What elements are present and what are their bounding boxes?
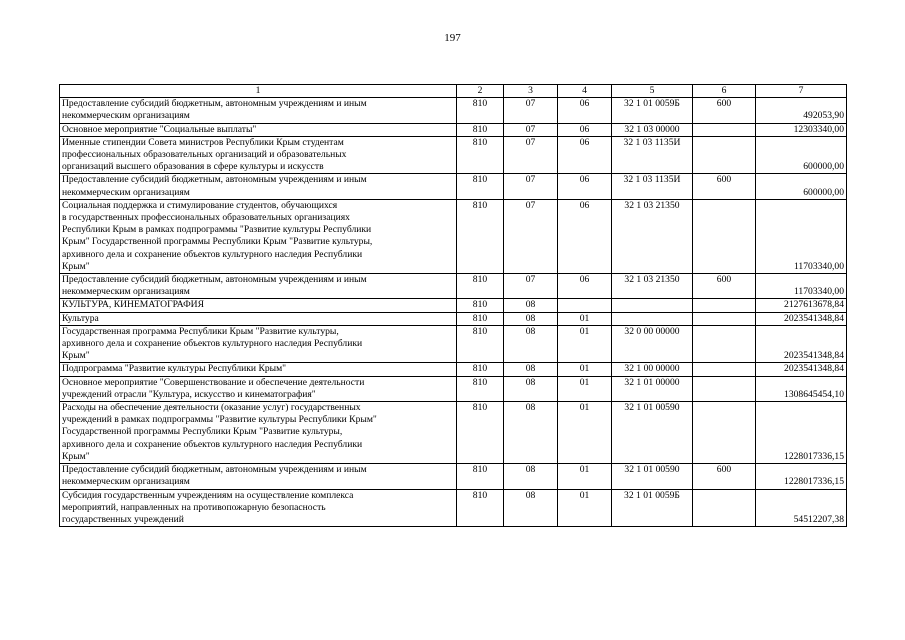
row-section-cell: 08 bbox=[504, 376, 558, 401]
table-row bbox=[60, 312, 847, 325]
table-row bbox=[60, 123, 847, 136]
page-number: 197 bbox=[444, 32, 461, 44]
column-header: 3 bbox=[504, 85, 558, 98]
row-subsection-cell: 01 bbox=[558, 363, 612, 376]
row-expense-type-cell bbox=[693, 376, 756, 401]
row-subsection-cell: 06 bbox=[558, 199, 612, 273]
row-name-text: Предоставление субсидий бюджетным, автономным учреждениям и иным некоммерческим организациям bbox=[62, 464, 367, 488]
row-expense-type-cell: 600 bbox=[693, 174, 756, 199]
row-subsection-cell: 06 bbox=[558, 136, 612, 174]
row-name-text: Предоставление субсидий бюджетным, автономным учреждениям и иным некоммерческим организациям bbox=[62, 174, 367, 198]
column-header: 5 bbox=[612, 85, 693, 98]
row-section-cell: 07 bbox=[504, 98, 558, 123]
row-name-cell bbox=[60, 174, 457, 199]
row-code-cell: 810 bbox=[457, 98, 504, 123]
row-target-article-cell bbox=[612, 299, 693, 312]
row-subsection-cell: 01 bbox=[558, 325, 612, 363]
row-code-cell: 810 bbox=[457, 312, 504, 325]
row-expense-type-cell: 600 bbox=[693, 274, 756, 299]
row-name-cell bbox=[60, 363, 457, 376]
row-section-cell: 07 bbox=[504, 123, 558, 136]
row-target-article-cell: 32 1 01 00590 bbox=[612, 402, 693, 464]
row-amount-cell: 492053,90 bbox=[756, 98, 847, 123]
table-row bbox=[60, 489, 847, 527]
row-name-cell bbox=[60, 123, 457, 136]
row-target-article-cell: 32 1 03 1135И bbox=[612, 174, 693, 199]
row-section-cell: 08 bbox=[504, 464, 558, 489]
row-amount-cell: 2023541348,84 bbox=[756, 363, 847, 376]
table-row bbox=[60, 274, 847, 299]
table-row bbox=[60, 136, 847, 174]
row-amount-cell: 12303340,00 bbox=[756, 123, 847, 136]
row-name-cell bbox=[60, 376, 457, 401]
row-name-cell bbox=[60, 299, 457, 312]
row-name-cell bbox=[60, 274, 457, 299]
table-row bbox=[60, 199, 847, 273]
row-section-cell: 08 bbox=[504, 402, 558, 464]
row-expense-type-cell bbox=[693, 402, 756, 464]
row-code-cell: 810 bbox=[457, 464, 504, 489]
row-name-text: Предоставление субсидий бюджетным, автономным учреждениям и иным некоммерческим организациям bbox=[62, 274, 367, 298]
row-name-cell bbox=[60, 464, 457, 489]
row-code-cell: 810 bbox=[457, 274, 504, 299]
row-name-text: Социальная поддержка и стимулирование студентов, обучающихся в государственных профессиональных образовательных организациях Республики Крым в рамках подпрограммы "Развитие культуры Республики Крым" Государственной программы Республики Крым "Развитие культуры, архивного дела и сохранение объектов культурного наследия Республики Крым" bbox=[62, 199, 373, 272]
row-expense-type-cell bbox=[693, 363, 756, 376]
row-expense-type-cell bbox=[693, 199, 756, 273]
row-target-article-cell bbox=[612, 312, 693, 325]
row-section-cell: 08 bbox=[504, 489, 558, 527]
row-amount-cell: 600000,00 bbox=[756, 174, 847, 199]
row-subsection-cell: 01 bbox=[558, 312, 612, 325]
row-code-cell: 810 bbox=[457, 199, 504, 273]
row-name-cell bbox=[60, 402, 457, 464]
row-target-article-cell: 32 1 01 00590 bbox=[612, 464, 693, 489]
row-target-article-cell: 32 0 00 00000 bbox=[612, 325, 693, 363]
row-amount-cell: 11703340,00 bbox=[756, 199, 847, 273]
row-code-cell: 810 bbox=[457, 376, 504, 401]
row-code-cell: 810 bbox=[457, 325, 504, 363]
table-row bbox=[60, 325, 847, 363]
row-section-cell: 08 bbox=[504, 299, 558, 312]
row-target-article-cell: 32 1 01 00000 bbox=[612, 376, 693, 401]
row-expense-type-cell bbox=[693, 489, 756, 527]
table-row bbox=[60, 464, 847, 489]
row-subsection-cell: 06 bbox=[558, 274, 612, 299]
row-section-cell: 08 bbox=[504, 312, 558, 325]
row-code-cell: 810 bbox=[457, 174, 504, 199]
row-name-text: Подпрограмма "Развитие культуры Республики Крым" bbox=[62, 363, 287, 375]
column-header: 1 bbox=[60, 85, 457, 98]
row-target-article-cell: 32 1 01 0059Б bbox=[612, 98, 693, 123]
row-expense-type-cell bbox=[693, 123, 756, 136]
row-name-text: Основное мероприятие "Социальные выплаты" bbox=[62, 123, 257, 135]
column-header: 2 bbox=[457, 85, 504, 98]
column-header: 6 bbox=[693, 85, 756, 98]
budget-table bbox=[59, 84, 847, 527]
row-expense-type-cell bbox=[693, 312, 756, 325]
row-amount-cell: 11703340,00 bbox=[756, 274, 847, 299]
row-target-article-cell: 32 1 01 0059Б bbox=[612, 489, 693, 527]
row-section-cell: 07 bbox=[504, 199, 558, 273]
column-header: 4 bbox=[558, 85, 612, 98]
table-row bbox=[60, 98, 847, 123]
row-section-cell: 07 bbox=[504, 136, 558, 174]
row-subsection-cell: 06 bbox=[558, 98, 612, 123]
row-amount-cell: 2023541348,84 bbox=[756, 312, 847, 325]
table-row bbox=[60, 363, 847, 376]
row-name-text: Предоставление субсидий бюджетным, автономным учреждениям и иным некоммерческим организациям bbox=[62, 98, 367, 122]
column-header: 7 bbox=[756, 85, 847, 98]
row-name-cell bbox=[60, 325, 457, 363]
row-target-article-cell: 32 1 00 00000 bbox=[612, 363, 693, 376]
row-amount-cell: 1228017336,15 bbox=[756, 402, 847, 464]
row-name-cell bbox=[60, 98, 457, 123]
row-code-cell: 810 bbox=[457, 363, 504, 376]
row-subsection-cell: 06 bbox=[558, 174, 612, 199]
row-subsection-cell: 01 bbox=[558, 489, 612, 527]
row-section-cell: 08 bbox=[504, 363, 558, 376]
row-target-article-cell: 32 1 03 1135И bbox=[612, 136, 693, 174]
row-subsection-cell: 01 bbox=[558, 376, 612, 401]
row-code-cell: 810 bbox=[457, 299, 504, 312]
row-expense-type-cell: 600 bbox=[693, 464, 756, 489]
row-amount-cell: 2127613678,84 bbox=[756, 299, 847, 312]
row-name-text: Расходы на обеспечение деятельности (оказание услуг) государственных учреждений в рамках подпрограммы "Развитие культуры Республики Крым" Государственной программы Республики Крым "Развитие культуры, архивного дела и сохранение объектов культурного наследия Республики Крым" bbox=[62, 402, 377, 462]
row-expense-type-cell bbox=[693, 299, 756, 312]
table-row bbox=[60, 402, 847, 464]
row-code-cell: 810 bbox=[457, 489, 504, 527]
row-name-text: Именные стипендии Совета министров Республики Крым студентам профессиональных образовательных организаций и образовательных организаций высшего образования в сфере культуры и искусств bbox=[62, 136, 347, 173]
table-row bbox=[60, 174, 847, 199]
row-expense-type-cell: 600 bbox=[693, 98, 756, 123]
row-expense-type-cell bbox=[693, 136, 756, 174]
row-expense-type-cell bbox=[693, 325, 756, 363]
row-target-article-cell: 32 1 03 00000 bbox=[612, 123, 693, 136]
row-name-text: Основное мероприятие "Совершенствование и обеспечение деятельности учреждений отрасли "Культура, искусство и кинематография" bbox=[62, 376, 365, 400]
row-amount-cell: 54512207,38 bbox=[756, 489, 847, 527]
row-amount-cell: 1228017336,15 bbox=[756, 464, 847, 489]
row-section-cell: 07 bbox=[504, 274, 558, 299]
row-name-text: Государственная программа Республики Крым "Развитие культуры, архивного дела и сохранение объектов культурного наследия Республики Крым" bbox=[62, 325, 363, 362]
row-name-cell bbox=[60, 312, 457, 325]
row-name-cell bbox=[60, 136, 457, 174]
row-amount-cell: 2023541348,84 bbox=[756, 325, 847, 363]
row-amount-cell: 600000,00 bbox=[756, 136, 847, 174]
row-name-text: Культура bbox=[62, 312, 99, 324]
row-code-cell: 810 bbox=[457, 402, 504, 464]
row-subsection-cell: 06 bbox=[558, 123, 612, 136]
row-amount-cell: 1308645454,10 bbox=[756, 376, 847, 401]
row-target-article-cell: 32 1 03 21350 bbox=[612, 274, 693, 299]
row-name-text: Субсидия государственным учреждениям на осуществление комплекса мероприятий, направленных на противопожарную безопасность государственных учреждений bbox=[62, 489, 354, 525]
row-subsection-cell: 01 bbox=[558, 464, 612, 489]
row-code-cell: 810 bbox=[457, 136, 504, 174]
table-row bbox=[60, 376, 847, 401]
table-row bbox=[60, 299, 847, 312]
table-header-row bbox=[60, 85, 847, 98]
row-name-cell bbox=[60, 199, 457, 273]
row-name-text: КУЛЬТУРА, КИНЕМАТОГРАФИЯ bbox=[62, 299, 204, 311]
row-section-cell: 08 bbox=[504, 325, 558, 363]
row-name-cell bbox=[60, 489, 457, 527]
row-target-article-cell: 32 1 03 21350 bbox=[612, 199, 693, 273]
row-subsection-cell: 01 bbox=[558, 402, 612, 464]
row-subsection-cell bbox=[558, 299, 612, 312]
row-section-cell: 07 bbox=[504, 174, 558, 199]
row-code-cell: 810 bbox=[457, 123, 504, 136]
